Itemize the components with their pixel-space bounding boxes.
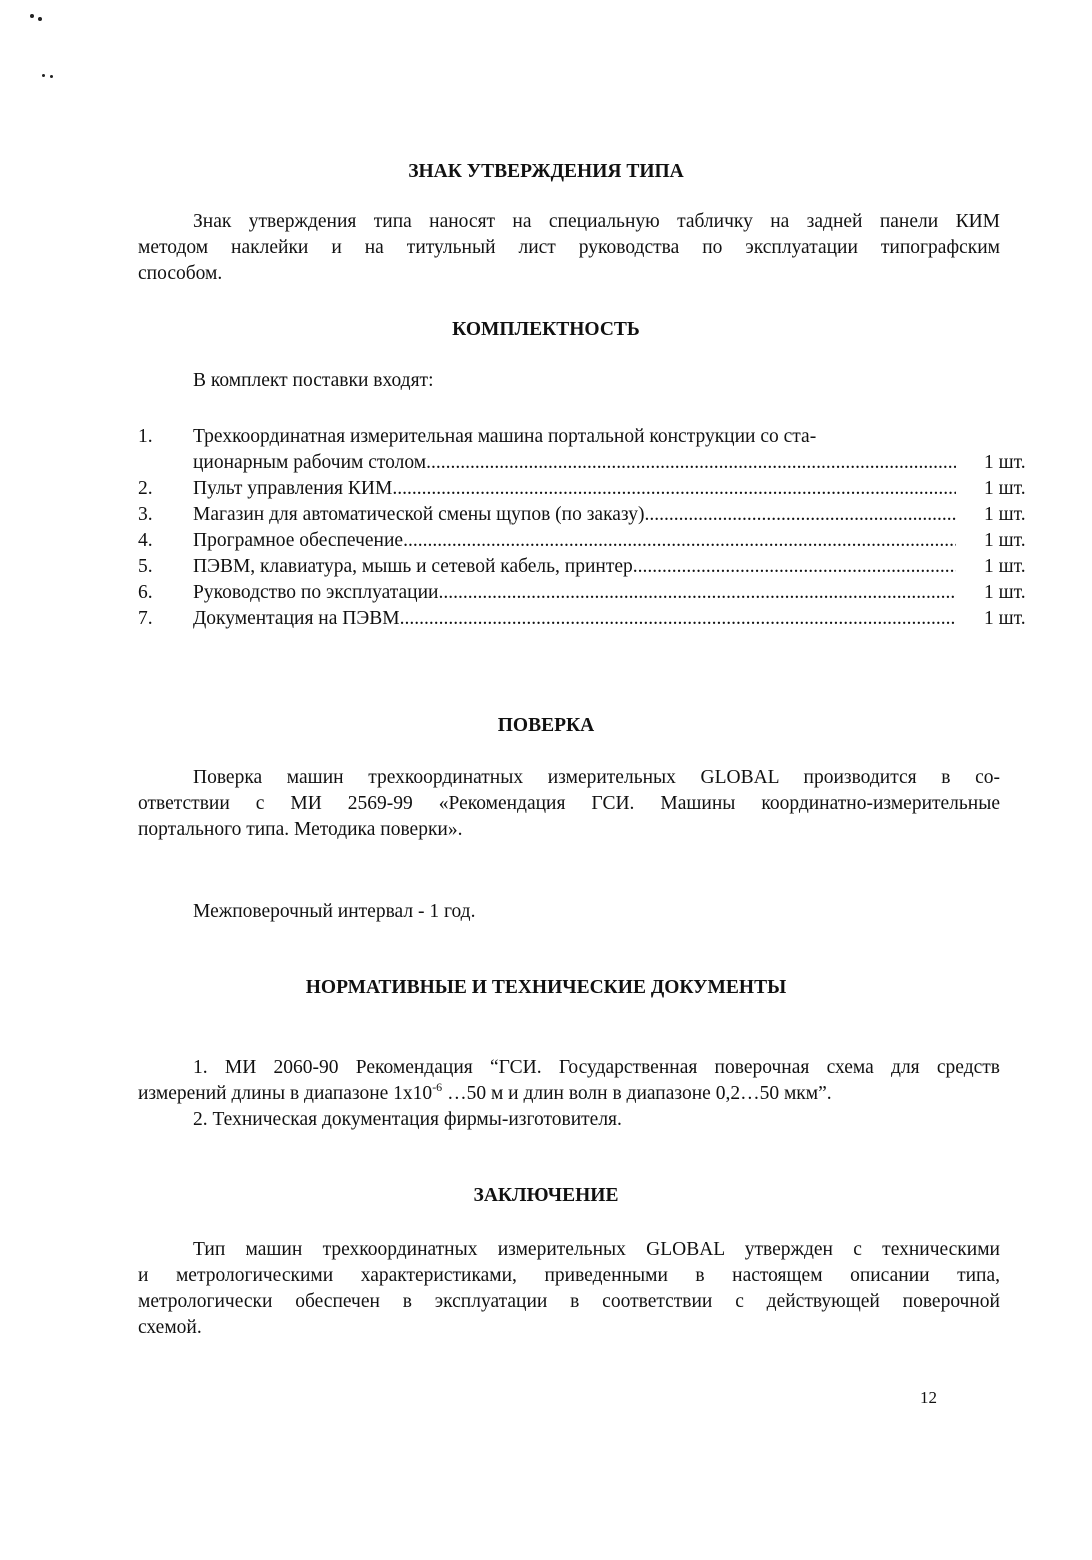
item-number: 3. (138, 504, 153, 525)
paragraph-line: методом наклейки и на титульный лист руководства по эксплуатации типографским (138, 237, 1000, 258)
paragraph-line: 1. МИ 2060-90 Рекомендация “ГСИ. Государственная поверочная схема для средств (193, 1057, 1000, 1078)
kit-item (138, 502, 1038, 528)
item-text: Документация на ПЭВМ (193, 608, 400, 629)
item-number: 1. (138, 426, 153, 447)
dot-leader (403, 528, 956, 554)
section-title-conclusion: ЗАКЛЮЧЕНИЕ (473, 1185, 619, 1206)
dot-leader (400, 606, 956, 632)
superscript: -6 (432, 1080, 443, 1094)
item-text: Програмное обеспечение (193, 530, 404, 551)
section-title-kit: КОМПЛЕКТНОСТЬ (452, 319, 640, 340)
dot-leader (439, 580, 957, 606)
paragraph-line: ответствии с МИ 2569-99 «Рекомендация ГСИ. Машины координатно-измерительные (138, 793, 1000, 814)
item-text: ПЭВМ, клавиатура, мышь и сетевой кабель, принтер (193, 556, 633, 577)
kit-item (138, 606, 1038, 632)
paragraph-line: схемой. (138, 1317, 202, 1338)
text-part: измерений длины в диапазоне 1х10 (138, 1083, 433, 1104)
paragraph-line (138, 1081, 1000, 1107)
item-qty: 1 шт. (984, 608, 1026, 629)
item-number: 4. (138, 530, 153, 551)
paragraph-line: способом. (138, 263, 223, 284)
section-title-verification: ПОВЕРКА (497, 715, 595, 736)
item-text: ционарным рабочим столом (193, 452, 427, 473)
item-number: 6. (138, 582, 153, 603)
item-number: 7. (138, 608, 153, 629)
paragraph-line: Тип машин трехкоординатных измерительных GLOBAL утвержден с техническими (193, 1239, 1000, 1260)
item-text: Трехкоординатная измерительная машина портальной конструкции со ста- (193, 426, 817, 447)
scan-mark (50, 75, 53, 78)
item-qty: 1 шт. (984, 582, 1026, 603)
kit-item (138, 554, 1038, 580)
kit-item (138, 424, 1038, 450)
item-number: 5. (138, 556, 153, 577)
item-qty: 1 шт. (984, 504, 1026, 525)
item-text: Руководство по эксплуатации (193, 582, 439, 603)
verification-interval: Межповерочный интервал - 1 год. (193, 901, 476, 922)
kit-item (138, 450, 1038, 476)
item-qty: 1 шт. (984, 452, 1026, 473)
dot-leader (644, 502, 956, 528)
item-text: Пульт управления КИМ (193, 478, 393, 499)
kit-item (138, 528, 1038, 554)
dot-leader (392, 476, 956, 502)
item-number: 2. (138, 478, 153, 499)
kit-item (138, 476, 1038, 502)
item-qty: 1 шт. (984, 556, 1026, 577)
dot-leader (426, 450, 956, 476)
kit-item (138, 580, 1038, 606)
item-qty: 1 шт. (984, 530, 1026, 551)
paragraph-line: 2. Техническая документация фирмы-изготовителя. (193, 1109, 622, 1130)
scan-mark (30, 14, 34, 18)
page-number: 12 (920, 1388, 937, 1407)
scan-mark (42, 74, 45, 77)
section-title-normative: НОРМАТИВНЫЕ И ТЕХНИЧЕСКИЕ ДОКУМЕНТЫ (305, 977, 787, 998)
item-qty: 1 шт. (984, 478, 1026, 499)
dot-leader (633, 554, 956, 580)
paragraph-line: метрологически обеспечен в эксплуатации в соответствии с действующей поверочной (138, 1291, 1000, 1312)
scan-mark (38, 17, 42, 21)
paragraph-line: портального типа. Методика поверки». (138, 819, 463, 840)
paragraph-line: и метрологическими характеристиками, приведенными в настоящем описании типа, (138, 1265, 1000, 1286)
section-title-sign: ЗНАК УТВЕРЖДЕНИЯ ТИПА (408, 161, 684, 182)
paragraph-line: Поверка машин трехкоординатных измерительных GLOBAL производится в со- (193, 767, 1000, 788)
item-text: Магазин для автоматической смены щупов (по заказу) (193, 504, 645, 525)
text-part: …50 м и длин волн в диапазоне 0,2…50 мкм”. (442, 1083, 832, 1104)
kit-intro: В комплект поставки входят: (193, 370, 434, 391)
paragraph-line: Знак утверждения типа наносят на специальную табличку на задней панели КИМ (193, 211, 1000, 232)
